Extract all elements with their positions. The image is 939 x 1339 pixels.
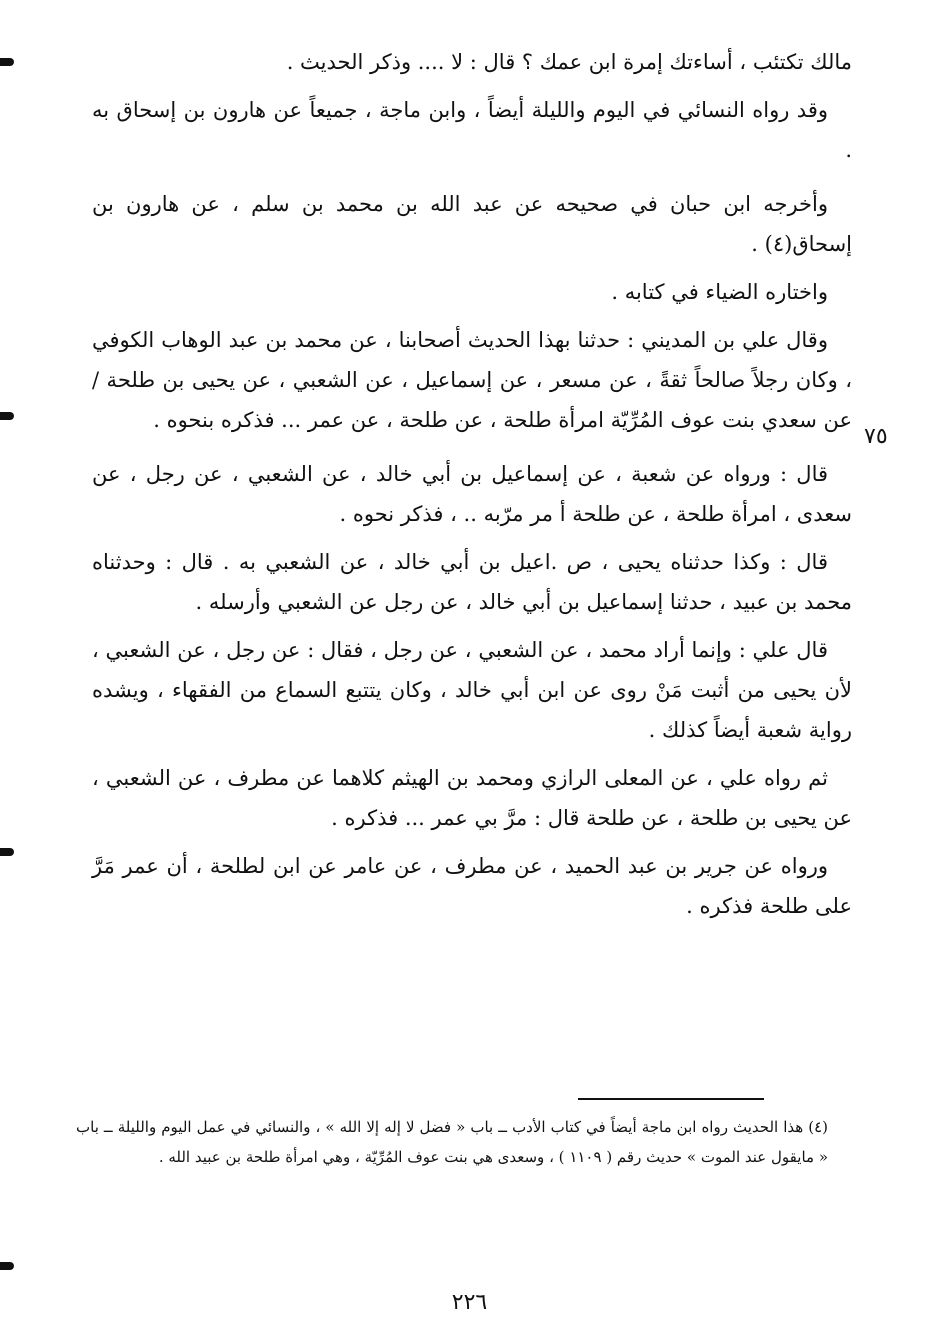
paragraph: مالك تكتئب ، أساءتك إمرة ابن عمك ؟ قال : لا .... وذكر الحديث . <box>286 50 852 74</box>
paragraph: ثم رواه علي ، عن المعلى الرازي ومحمد بن الهيثم كلاهما عن مطرف ، عن الشعبي ، عن يحيى بن طلحة ، عن طلحة قال : مرَّ بي عمر ... فذكره . <box>92 766 852 830</box>
paragraph: قال علي : وإنما أراد محمد ، عن الشعبي ، عن رجل ، فقال : عن رجل ، عن الشعبي ، لأن يحيى من أثبت مَنْ روى عن ابن أبي خالد ، وكان يتتبع السماع من الفقهاء ، ويشده رواية شعبة أيضاً كذلك . <box>92 638 852 742</box>
scan-edge-mark <box>0 848 14 856</box>
scan-edge-mark <box>0 58 14 66</box>
paragraph: وقال علي بن المديني : حدثنا بهذا الحديث أصحابنا ، عن محمد بن عبد الوهاب الكوفي ، وكان رجلاً صالحاً ثقةً ، عن مسعر ، عن إسماعيل ، عن الشعبي ، عن يحيى بن طلحة / عن سعدي بنت عوف المُرِّيّة امرأة طلحة ، عن طلحة ، عن عمر ... فذكره بنحوه . <box>92 328 852 432</box>
footnote: (٤) هذا الحديث رواه ابن ماجة أيضاً في كتاب الأدب ــ باب « فضل لا إله إلا الله » ، والنسائي في عمل اليوم والليلة ــ باب « مايقول عند الموت » حديث رقم ( ١١٠٩ ) ، وسعدى هي بنت عوف المُرِّيّة ، وهي امرأة طلحة بن عبيد الله . <box>76 1118 828 1166</box>
paragraph: قال : ورواه عن شعبة ، عن إسماعيل بن أبي خالد ، عن الشعبي ، عن رجل ، عن سعدى ، امرأة طلحة ، عن طلحة أ مر مرّبه .. ، فذكر نحوه . <box>92 462 852 526</box>
paragraph: قال : وكذا حدثناه يحيى ، ص .اعيل بن أبي خالد ، عن الشعبي به . قال : وحدثناه محمد بن عبيد ، حدثنا إسماعيل بن أبي خالد ، عن رجل عن الشعبي وأرسله . <box>92 550 852 614</box>
scan-edge-mark <box>0 1262 14 1270</box>
paragraph: وقد رواه النسائي في اليوم والليلة أيضاً ، وابن ماجة ، جميعاً عن هارون بن إسحاق به . <box>92 98 852 162</box>
paragraph: واختاره الضياء في كتابه . <box>611 280 828 304</box>
page-number: ٢٢٦ <box>451 1290 488 1315</box>
paragraph: وأخرجه ابن حبان في صحيحه عن عبد الله بن محمد بن سلم ، عن هارون بن إسحاق(٤) . <box>92 192 852 256</box>
margin-folio-number: ٧٥ <box>864 424 888 449</box>
paragraph: ورواه عن جرير بن عبد الحميد ، عن مطرف ، عن عامر عن ابن لطلحة ، أن عمر مَرَّ على طلحة فذكره . <box>92 854 852 918</box>
scan-edge-mark <box>0 412 14 420</box>
footnote-divider <box>578 1098 764 1100</box>
main-text <box>92 42 852 934</box>
